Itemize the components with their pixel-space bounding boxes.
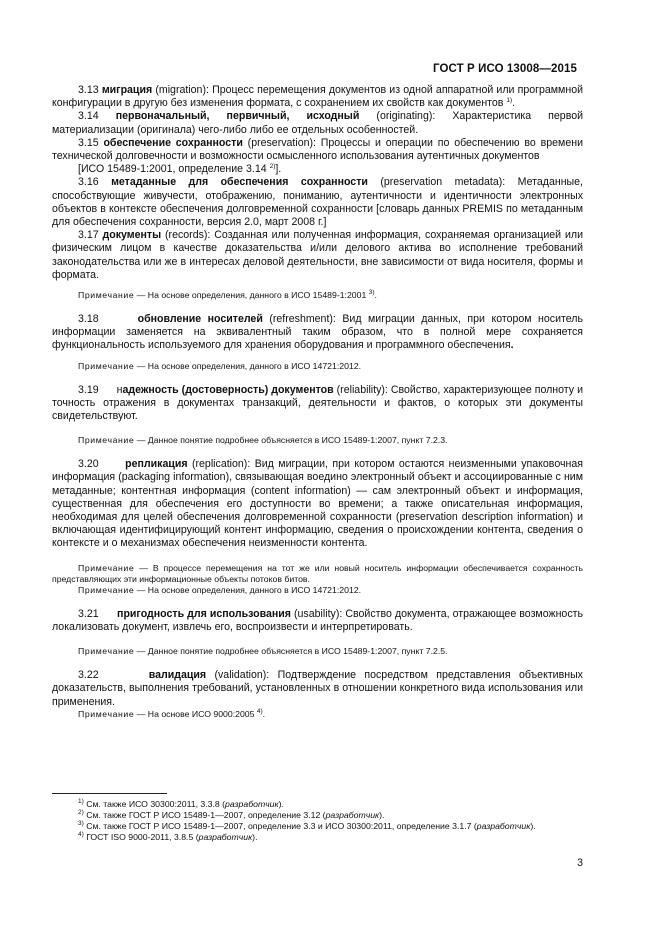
note-text: — На основе определения, данного в ИСО 14721:2012. (134, 360, 361, 371)
footnote-italic: разработчик (198, 832, 253, 842)
note-text: — В процессе перемещения на тот же или новый носитель информации обеспечивается сохранность представляющих эти информационные объекты потоков битов. (52, 562, 583, 584)
entry-term: метаданные для обеспечения сохранности (111, 176, 368, 189)
footnote-ref: 4) (256, 707, 263, 715)
note-text: — На основе ИСО 9000:2005 (134, 708, 257, 719)
entry-3-19 (52, 384, 583, 424)
note-text: — На основе определения, данного в ИСО 14721:2012. (134, 584, 361, 595)
footnote-text: См. также ИСО 30300:2011, 3.3.8 ( (83, 799, 226, 809)
entry-3-15 (52, 137, 583, 163)
entry-number: 3.19 (78, 383, 99, 396)
note-label: Примечание (78, 562, 135, 573)
footnote-tail: ). (530, 821, 536, 831)
note-3-20-a (52, 563, 583, 585)
footnote-mark: 3) (78, 820, 84, 827)
entry-term: адежность (достоверность) документов (122, 383, 334, 396)
entry-definition: Вид миграции данных, при котором носитель информации заменяется на эквивалентный таким образом, что в полной мере сохраняется функциональность используемого для хранения оборудования и программного обеспечения (52, 313, 583, 352)
note-3-21 (52, 646, 583, 657)
entry-term-en: (originating): (376, 110, 436, 123)
footnote-ref: 3) (368, 289, 375, 297)
footnote-mark: 4) (78, 831, 84, 838)
entry-definition: Свойство, характеризующее полноту и точность отражения в документах транзакций, деятельности и фактов, о которых эти документы свидетельствуют. (52, 383, 583, 423)
entry-number: 3.17 (78, 229, 99, 242)
entry-3-14 (52, 110, 583, 136)
entry-number: 3.15 (78, 136, 99, 149)
note-label: Примечание (78, 360, 135, 371)
entry-tail: . (510, 339, 514, 352)
footnote-text: ГОСТ ISO 9000-2011, 3.8.5 ( (83, 832, 199, 842)
note-text: — Данное понятие подробнее объясняется в ИСО 15489-1:2007, пункт 7.2.5. (134, 646, 448, 657)
footnote-divider (52, 793, 167, 794)
entry-definition: Подтверждение посредством представления объективных доказательств, выполнения требований, установленных в отношении конкретного вида использования или применения. (52, 669, 583, 708)
entry-term-en: (preservation metadata): (380, 176, 506, 189)
note-text: — Данное понятие подробнее объясняется в ИСО 15489-1:2007, пункт 7.2.3. (134, 435, 448, 446)
entry-term: первоначальный, первичный, исходный (115, 110, 360, 123)
footnote-mark: 2) (78, 809, 84, 816)
entry-3-17 (52, 229, 583, 282)
entry-term-en: (validation): (214, 669, 270, 682)
entry-term: валидация (148, 669, 207, 682)
entry-number: 3.14 (78, 110, 99, 123)
footnote-text: См. также ГОСТ Р ИСО 15489-1—2007, определение 3.12 ( (83, 810, 326, 820)
entry-definition: Созданная или полученная информация, сохраняемая организацией или физическим лицом в качестве доказательства и/или делового актива во исполнение требований законодательства или же в интересах деловой деятельности, вне зависимости от вида носителя, формы и формата. (52, 229, 583, 281)
footnote-tail: ). (252, 832, 258, 842)
footnote-text: См. также ГОСТ Р ИСО 15489-1—2007, определение 3.3 и ИСО 30300:2011, определение 3.1.7 ( (83, 821, 477, 831)
entry-definition: Вид миграции, при котором остаются неизменными упаковочная информация (packaging information), связывающая воедино электронный объект и ассоциированные с ним метаданные; контентная информация (content information) — сам электронный объект и информация, существенная для обеспечения его доступности во времени; а также описательная информация, необходимая для целей обеспечения долговременной сохранности (preservation description information) и включающая идентифицирующий контент информацию, сведения о происхождении контента, сведения о контексте и о механизмах обеспечения неизменности контента. (52, 458, 583, 550)
note-tail: . (262, 708, 266, 719)
entry-number: 3.22 (78, 669, 99, 682)
entry-3-22 (52, 669, 583, 709)
note-3-18 (52, 361, 583, 372)
entry-3-18 (52, 313, 583, 353)
entry-3-21 (52, 608, 583, 634)
entry-term: миграция (101, 84, 153, 96)
entry-term-en: (migration): (155, 84, 209, 96)
entry-term-prefix: н (116, 383, 123, 396)
entry-definition: Свойство документа, отражающее возможность локализовать документ, извлечь его, воспроизвести и интерпретировать. (52, 607, 583, 633)
entry-term-en: (reliability): (336, 383, 388, 396)
note-label: Примечание (78, 708, 135, 719)
entry-3-16 (52, 176, 583, 229)
note-label: Примечание (78, 584, 135, 595)
entry-tail: . (512, 97, 516, 110)
entry-definition: Характеристика первой материализации (оригинала) чего-либо либо ее отдельных особенностей. (52, 110, 584, 136)
entry-term-en: (preservation): (247, 136, 316, 149)
note-3-17 (52, 290, 583, 301)
note-3-19 (52, 435, 583, 446)
document-header: ГОСТ Р ИСО 13008—2015 (432, 63, 577, 75)
entry-term: обеспечение сохранности (103, 136, 243, 149)
note-3-22 (52, 709, 583, 720)
entry-number: 3.21 (78, 607, 99, 620)
entry-term-en: (usability): (294, 607, 343, 620)
entry-definition: Процессы и операции по обеспечению во времени технической долговечности и возможности осмысленного использования аутентичных документов (52, 136, 583, 163)
entry-3-13 (52, 84, 583, 110)
document-body (52, 84, 583, 720)
entry-definition: Процесс перемещения документов из одной аппаратной или программной конфигурации в другую без изменения формата, с сохранением их свойств как документов (52, 84, 584, 110)
footnote-item (52, 799, 583, 810)
footnote-item (52, 832, 583, 843)
note-label: Примечание (78, 290, 135, 301)
entry-3-15-source (52, 163, 583, 176)
note-3-20-b (52, 585, 583, 596)
entry-definition: Метаданные, способствующие живучести, отображению, пониманию, аутентичности и идентичности электронных объектов в контексте обеспечения долговременной сохранности [словарь данных PREMIS по метаданным для обеспечения сохранности, версия 2.0, март 2008 г.] (52, 176, 583, 229)
entry-number: 3.18 (78, 313, 99, 326)
footnote-mark: 1) (78, 798, 84, 805)
note-label: Примечание (78, 435, 135, 446)
note-label: Примечание (78, 646, 135, 657)
footnote-item (52, 821, 583, 832)
footnote-tail: ). (278, 799, 284, 809)
entry-term: пригодность для использования (117, 607, 291, 620)
note-text: — На основе определения, данного в ИСО 15489-1:2001 (134, 290, 369, 301)
entry-number: 3.20 (78, 458, 99, 471)
entry-number: 3.13 (78, 84, 99, 96)
footnotes (52, 799, 583, 843)
entry-term: обновление носителей (137, 313, 263, 326)
source-reference: [ИСО 15489-1:2001, определение 3.14 (78, 163, 270, 176)
footnote-italic: разработчик (225, 799, 279, 809)
footnote-italic: разработчик (476, 821, 531, 831)
entry-term: документы (102, 229, 162, 242)
entry-term-en: (replication): (191, 458, 251, 471)
entry-term: репликация (125, 458, 188, 471)
footnote-ref: 1) (506, 97, 513, 105)
footnote-italic: разработчик (325, 810, 380, 820)
footnote-tail: ). (379, 810, 385, 820)
note-tail: . (374, 290, 377, 301)
entry-3-20 (52, 458, 583, 550)
footnote-item (52, 810, 583, 821)
entry-term-en: (refreshment): (269, 313, 336, 326)
entry-number: 3.16 (78, 176, 99, 189)
page-number: 3 (577, 857, 583, 869)
source-tail: ]. (275, 163, 282, 176)
entry-term-en: (records): (165, 229, 211, 242)
footnote-ref: 2) (269, 163, 276, 171)
